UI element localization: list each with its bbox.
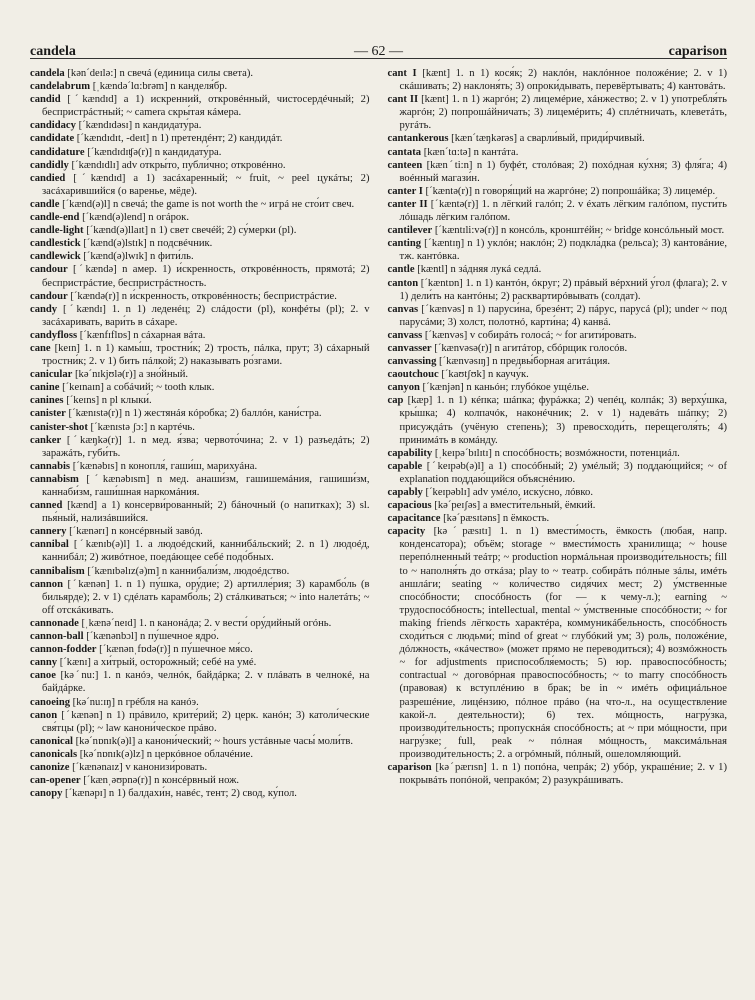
entry-headword: candle xyxy=(30,198,60,210)
entry-headword: canoeing xyxy=(30,696,71,708)
entry-headword: candlewick xyxy=(30,251,81,263)
entry-headword: capability xyxy=(387,447,433,459)
entry-headword: canny xyxy=(30,657,58,669)
entry-definition: [ˊkænɪstə ʃɔ:] n картéчь. xyxy=(87,421,195,433)
entry-headword: canting xyxy=(387,238,422,250)
entry-definition: [kəˊnu:ɪŋ] n грéбля на канóэ. xyxy=(70,696,199,708)
entry-headword: candy xyxy=(30,303,58,315)
entry-headword: cannonade xyxy=(30,617,79,629)
entry-headword: candidate xyxy=(30,133,75,145)
entry-headword: candle-end xyxy=(30,212,80,224)
entry-headword: caoutchouc xyxy=(387,369,439,381)
entry-headword: candid xyxy=(30,94,61,106)
entry-definition: [ˊkeɪpəb(ə)l] a 1) спосóбный; 2) умéлый; 3) поддаю́щийся; ~ of explanation поддаю́щийся объяснéнию. xyxy=(399,460,727,485)
entry-headword: cant I xyxy=(387,68,417,79)
entry-definition: [ˊkænfɪflɒs] n сáхарная вáта. xyxy=(77,329,206,341)
entry-definition: [ˊkænd(ə)lwɪk] n фити́ль. xyxy=(80,251,194,263)
entry-headword: canoe xyxy=(30,670,56,682)
dictionary-entry xyxy=(388,447,728,460)
entry-headword: cannabis xyxy=(30,460,71,472)
entry-definition: [ˊkænəpɪ] n 1) балдахи́н, навéс, тент; 2) свод, ку́пол. xyxy=(62,788,297,800)
dictionary-entry xyxy=(388,277,728,303)
entry-headword: canned xyxy=(30,500,63,512)
entry-definition: [ˊkænvəsɪŋ] n предвы́борная агитáция. xyxy=(436,356,610,368)
entry-definition: [ˌkænəˊneɪd] 1. n канонáда; 2. v вести́ ору́дийный огóнь. xyxy=(78,617,332,629)
entry-headword: capacity xyxy=(387,526,426,538)
entry-definition: [ˊkænənbɔl] n пу́шечное ядро́. xyxy=(83,631,219,643)
entry-headword: candle-light xyxy=(30,225,84,237)
entry-headword: candour xyxy=(30,290,68,302)
entry-headword: canteen xyxy=(387,159,423,171)
entry-headword: canker xyxy=(30,434,62,446)
dictionary-entry xyxy=(30,211,370,224)
entry-headword: cannon-fodder xyxy=(30,644,97,656)
entry-headword: caparison xyxy=(387,761,432,773)
entry-headword: cannon xyxy=(30,578,63,590)
entry-definition: [ˊkænˌəʊpnə(r)] n консéрвный нож. xyxy=(80,775,240,787)
entry-definition: [ˊkænjən] n каньóн; глубóкое ущéлье. xyxy=(419,382,590,394)
entry-headword: canon xyxy=(30,709,58,721)
dictionary-entry xyxy=(30,669,370,695)
dictionary-entry xyxy=(30,237,370,250)
entry-headword: canister xyxy=(30,408,66,420)
entry-definition: [ˊkænɪbəlɪz(ə)m] n каннибали́зм, людоéдство. xyxy=(84,565,290,577)
dictionary-entry xyxy=(30,224,370,237)
entry-definition: [ˊkændɪ] 1. n 1) леденéц; 2) слáдости (pl), конфéты (pl); 2. v засáхаривать, вари́ть в сáхаре. xyxy=(42,303,370,328)
entry-definition: [kænt] 1. n 1) жаргóн; 2) лицемéрие, хáнжество; 2. v 1) употребля́ть жаргóн; 2) попрошáйничать; 3) лицемéрить; 4) сплéтничать, клеветáть, ругáть. xyxy=(399,94,727,132)
dictionary-entry xyxy=(388,93,728,132)
entry-definition: [ˊkænɪb(ə)l] 1. a людоéдский, каннибáльский; 2. n 1) людоéд, каннибáл; 2) живóтное, поедáющее себé подо́бных. xyxy=(42,539,370,564)
entry-headword: canter I xyxy=(387,185,423,197)
page-header xyxy=(30,36,727,59)
entry-headword: candied xyxy=(30,172,66,184)
dictionary-entry xyxy=(30,774,370,787)
dictionary-entry xyxy=(388,185,728,198)
dictionary-entry xyxy=(30,67,370,80)
entry-definition: [ˊkændɪdɪʧə(r)] n кандидату́ра. xyxy=(84,146,222,158)
dictionary-entry xyxy=(30,565,370,578)
dictionary-entry xyxy=(388,237,728,263)
entry-headword: canton xyxy=(387,277,419,289)
entry-definition: [ˊkænvəs] v собирáть голосá; ~ for агити́ровать. xyxy=(422,329,637,341)
dictionary-entry xyxy=(388,303,728,329)
entry-definition: [ˊkæntɒn] 1. n 1) кантóн, óкруг; 2) прáвый вéрхний у́гол (флага); 2. v 1) дели́ть на кантóны; 2) расквартирóвывать (солдат). xyxy=(399,277,727,302)
entry-headword: canvassing xyxy=(387,356,437,368)
dictionary-entry xyxy=(30,342,370,368)
dictionary-entry xyxy=(30,250,370,263)
dictionary-entry xyxy=(30,394,370,407)
dictionary-entry xyxy=(30,617,370,630)
entry-definition: [kəˊnu:] 1. n канóэ, челнóк, байдáрка; 2. v плáвать в челнокé, на байдáрке. xyxy=(42,670,370,695)
entry-definition: [kænt] 1. n 1) кося́к; 2) наклóн, наклóнное положéние; 2. v 1) скáшивать; 2) наклоня́ть; 3) опроки́дывать, перевёртывать; 4) кантовáть. xyxy=(399,68,727,93)
entry-definition: [ˊkænəbɪsm] n мед. анаши́зм, гашишемáния, гашиши́зм, каннаби́зм, гаши́шная наркомáния. xyxy=(42,473,370,498)
dictionary-entry xyxy=(30,132,370,145)
entry-headword: cap xyxy=(387,395,404,407)
dictionary-entry xyxy=(30,290,370,303)
entry-definition: [ˊkændɪd] a 1) засáхаренный; ~ fruit, ~ peel цукáты; 2) засáхарившийся (о варенье, мёде). xyxy=(42,172,370,197)
dictionary-entry xyxy=(388,263,728,276)
dictionary-entry xyxy=(30,381,370,394)
entry-definition: [kænd] a 1) консерви́рованный; 2) бáночный (о напитках); 3) sl. пья́ный, нализáвшийся. xyxy=(42,500,370,525)
entry-headword: cant II xyxy=(387,94,419,106)
entry-definition: [ˊkændə] n амер. 1) и́скренность, откровéнность, прямотá; 2) беспристрáстие, беспристрáстность. xyxy=(42,264,370,289)
entry-definition: [ˊkæntə(r)] n говоря́щий на жаргóне; 2) попрошáйка; 3) лицемéр. xyxy=(422,185,716,197)
entry-headword: canicular xyxy=(30,369,73,381)
dictionary-entry xyxy=(30,525,370,538)
entry-definition: [ˊkæntɪli:və(r)] n консóль, кронштéйн; ~ bridge консóльный мост. xyxy=(432,225,725,237)
entry-definition: [ˊkændɪdlɪ] adv откры́то, публи́чно; откровéнно. xyxy=(68,159,286,171)
entry-definition: [ˊkænənaɪz] v канонизи́ровать. xyxy=(69,761,208,773)
entry-definition: [ˊkænd(ə)lend] n огáрок. xyxy=(79,212,189,224)
dictionary-entry xyxy=(388,146,728,159)
entry-headword: cantilever xyxy=(387,225,433,237)
dictionary-entry xyxy=(30,643,370,656)
entry-definition: [kəˊpeɪʃəs] a вмести́тельный, ёмкий. xyxy=(431,500,596,512)
entry-definition: [kəˊpærɪsn] 1. n 1) попóна, чепрáк; 2) убóр, украшéние; 2. v 1) покрывáть попóной, чепракóм; 2) разукрáшивать. xyxy=(399,761,727,787)
entry-headword: canter II xyxy=(387,198,428,210)
entry-headword: candour xyxy=(30,264,68,276)
entry-headword: cantankerous xyxy=(387,133,449,145)
dictionary-entry xyxy=(30,735,370,748)
dictionary-entry xyxy=(30,748,370,761)
entry-definition: [kənˊdeɪlə:] n свечá (единица силы света). xyxy=(64,68,254,79)
left-column xyxy=(30,67,370,800)
entry-headword: capable xyxy=(387,460,423,472)
dictionary-entry xyxy=(30,460,370,473)
entry-headword: canvasser xyxy=(387,342,432,354)
entry-definition: [ˊkænəbɪs] n конопля́, гаши́ш, марихуáна. xyxy=(70,460,258,472)
entry-definition: [ˊkæntə(r)] 1. n лёгкий галóп; 2. v éхать лёгким галóпом, пусти́ть лóшадь лёгким галóпом. xyxy=(399,198,727,224)
entry-definition: [kəˊnɒnɪk(ə)l] a канони́ческий; ~ hours устáвные часы́ моли́тв. xyxy=(72,735,353,747)
entry-definition: [kæp] 1. n 1) кéпка; шáпка; фурáжка; 2) чепéц, колпáк; 3) верху́шка, кры́шка; 4) колпачóк, наконéчник; 2. v 1) надевáть шáпку; 2) присуждáть (учёную степень); 3) превосходи́ть, перещеголя́ть; 4) принимáть в комáнду. xyxy=(399,395,727,446)
dictionary-entry xyxy=(388,761,728,787)
entry-headword: cannon-ball xyxy=(30,631,84,643)
entry-headword: canonize xyxy=(30,761,70,773)
dictionary-entry xyxy=(388,224,728,237)
dictionary-entry xyxy=(388,486,728,499)
dictionary-entry xyxy=(30,263,370,289)
entry-definition: [keɪn] 1. n 1) камы́ш, тростни́к; 2) трость, пáлка, прут; 3) сáхарный тростни́к; 2. v 1) бить пáлкой; 2) наказывать ро́згами. xyxy=(42,342,370,368)
dictionary-entry xyxy=(388,329,728,342)
entry-definition: [ˊkænən] 1. n 1) пу́шка, ору́дие; 2) артилле́рия; 3) карамбо́ль (в бильярде); 2. v 1) сдéлать карамбо́ль; 2) стáлкиваться; ~ into налетáть; ~ off отскáкивать. xyxy=(42,578,370,616)
entry-headword: cannibal xyxy=(30,539,69,551)
dictionary-entry xyxy=(30,473,370,499)
dictionary-entry xyxy=(30,656,370,669)
entry-headword: cannibalism xyxy=(30,565,85,577)
dictionary-entry xyxy=(388,512,728,525)
dictionary-entry xyxy=(30,368,370,381)
dictionary-entry xyxy=(30,198,370,211)
entry-definition: [kəˊnɪkjʊlə(r)] a зно́йный. xyxy=(72,369,189,381)
dictionary-entry xyxy=(388,159,728,185)
dictionary-entry xyxy=(388,460,728,486)
entry-definition: [ˌkændəˊlɑ:brəm] n канделя́бр. xyxy=(90,81,228,93)
entry-definition: [ˊkeɪns] n pl клыки́. xyxy=(63,395,152,407)
entry-headword: candela xyxy=(30,68,65,79)
dictionary-entry xyxy=(30,499,370,525)
entry-definition: [kænˊtɑ:tə] n кантáта. xyxy=(421,146,519,158)
entry-headword: canopy xyxy=(30,788,63,800)
entry-headword: candidly xyxy=(30,159,69,171)
entry-headword: candidature xyxy=(30,146,85,158)
dictionary-entry xyxy=(30,146,370,159)
dictionary-entry xyxy=(388,368,728,381)
dictionary-entry xyxy=(30,303,370,329)
entry-definition: [ˊkændɪd] a 1) искренний, откровéнный, чистосердéчный; 2) беспристрáстный; ~ camera скры́тая кáмера. xyxy=(42,94,370,119)
entry-definition: [ˊkænd(ə)lstɪk] n подсвéчник. xyxy=(80,238,213,250)
entry-headword: canvass xyxy=(387,329,423,341)
dictionary-entry xyxy=(30,329,370,342)
dictionary-entry xyxy=(388,525,728,761)
dictionary-entry xyxy=(30,421,370,434)
entry-columns xyxy=(30,67,727,800)
entry-headword: cane xyxy=(30,342,51,354)
dictionary-entry xyxy=(388,132,728,145)
entry-definition: [kænˊti:n] n 1) буфéт, столóвая; 2) похóдная ку́хня; 3) фля́га; 4) воéнный магази́н. xyxy=(399,159,727,184)
entry-definition: [ˊkaʊtʃʊk] n каучу́к. xyxy=(438,369,529,381)
entry-definition: [ˊkændɪdɪt, -deɪt] n 1) претендéнт; 2) кандидáт. xyxy=(74,133,283,145)
entry-definition: [ˊkænɪstə(r)] n 1) жестянáя кóробка; 2) баллóн, кани́стра. xyxy=(65,408,322,420)
dictionary-entry xyxy=(30,538,370,564)
entry-definition: [ˊkænvəs] n 1) паруси́на, брезéнт; 2) пáрус, парусá (pl); under ~ под парусáми; 3) холст, полотнó, карти́на; 4) канвá. xyxy=(399,303,727,328)
entry-definition: [ˊkændɪdəsɪ] n кандидату́ра. xyxy=(75,120,202,132)
dictionary-entry xyxy=(388,355,728,368)
entry-headword: canister-shot xyxy=(30,421,88,433)
entry-definition: [ˊkeɪnaɪn] a собáчий; ~ tooth клык. xyxy=(59,382,215,394)
entry-definition: [ˊkænənˌfɒdə(r)] n пу́шечное мя́со. xyxy=(96,644,253,656)
entry-definition: [kæntl] n зáдняя лукá седлá. xyxy=(414,264,542,276)
entry-definition: [kəˊpæsɪtɪ] 1. n 1) вмести́мость, ёмкость (любая, напр. конденсатора); объём; storage ~ вмести́мость хранилища; ~ house перепóлненный теáтр; ~ production нормáльная производи́тельность; fill to ~ наполня́ть до откáза; play to ~ театр. собирáть пóлные зáлы, имéть аншлáги; seating ~ коли́чество сидя́чих мест; 2) у́мственные спосóбности; спосóбность (for — к чему-л.); earning ~ трудоспосóбность; intellectual, mental ~ у́мственные спосóбности; ~ for making friends лёгкость характéра, коммуникáбельность, спосóбность сходи́ться с людьми́; mind of great ~ глубóкий ум; 3) роль, положéние, дóлжность, «кáчество» (может прямо не переводиться); 4) возмóжность ~ for adjustments приспособля́емость; 5) юр. правоспосóбность; contractual ~ договóрная правоспосóбность; ~ to marry спосóбность (правовая) к вступлéнию в брак; be in ~ имéть официáльное разрешéние, лицéнзию, пóлное прáво (на что-л., на осуществление какой-л. деятельности); 6) тех. мóщность, нагру́зка, производи́тельность; пропускнáя спосóбность; at ~ при мóщности, при нагру́зке; full, peak ~ пóлная мóщность, максимáльная производи́тельность; 2. a огрóмный, пóлный, ошеломля́ющий. xyxy=(399,526,727,760)
entry-definition: [ˊkeɪpəblɪ] adv умéло, иску́сно, лóвко. xyxy=(422,487,593,498)
entry-definition: [ˊkænd(ə)llaɪt] n 1) свет свечéй; 2) су́мерки (pl). xyxy=(83,225,297,237)
dictionary-entry xyxy=(30,696,370,709)
dictionary-entry xyxy=(30,630,370,643)
page-number: — 62 — xyxy=(354,44,403,59)
dictionary-entry xyxy=(30,434,370,460)
dictionary-entry xyxy=(30,159,370,172)
entry-definition: [ˊkænən] n 1) прáвило, крите́рий; 2) церк. канóн; 3) католи́ческие свя́тцы (pl); ~ law канони́ческое прáво. xyxy=(42,709,370,734)
entry-definition: [ˊkæŋkə(r)] 1. n мед. я́зва; червото́чина; 2. v 1) разъедáть; 2) заражáть, губи́ть. xyxy=(42,434,370,459)
dictionary-entry xyxy=(388,381,728,394)
entry-headword: canine xyxy=(30,382,60,394)
entry-definition: [ˌkeɪpəˊbɪlɪtɪ] n спосóбность; возмóжности, потенциáл. xyxy=(432,447,680,459)
entry-headword: can-opener xyxy=(30,775,81,787)
entry-headword: canonicals xyxy=(30,748,78,760)
entry-definition: [ˊkænɪ] a хи́трый, осторо́жный; себé на умé. xyxy=(57,657,257,669)
entry-headword: capacious xyxy=(387,500,432,512)
entry-headword: cannabism xyxy=(30,473,79,485)
entry-headword: candidacy xyxy=(30,120,76,132)
entry-headword: canines xyxy=(30,395,64,407)
entry-headword: capacitance xyxy=(387,513,441,525)
dictionary-entry xyxy=(30,787,370,800)
dictionary-entry xyxy=(388,499,728,512)
entry-definition: [ˊkænvəsə(r)] n агитáтор, сбóрщик голосóв. xyxy=(431,342,628,354)
entry-definition: [ˊkændə(r)] n и́скренность, откровéнность; беспристрáстие. xyxy=(67,290,337,302)
entry-headword: canonical xyxy=(30,735,73,747)
entry-definition: [ˊkæntɪŋ] n 1) уклóн; наклóн; 2) подкла́дка (рельса); 3) кантовáние, тж. кантóвка. xyxy=(399,238,727,263)
entry-headword: canvas xyxy=(387,303,419,315)
dictionary-entry xyxy=(388,67,728,93)
dictionary-entry xyxy=(30,93,370,119)
entry-headword: cantle xyxy=(387,264,415,276)
header-left-guide-word: candela xyxy=(30,44,76,59)
entry-headword: capably xyxy=(387,487,423,498)
entry-headword: candelabrum xyxy=(30,81,91,93)
header-right-guide-word: caparison xyxy=(668,44,727,59)
dictionary-entry xyxy=(388,394,728,446)
entry-definition: [ˊkænərɪ] n консéрвный завóд. xyxy=(66,526,203,538)
entry-definition: [kænˊtæŋkərəs] a сварли́вый, приди́рчивый. xyxy=(448,133,645,145)
dictionary-entry xyxy=(388,198,728,224)
entry-headword: candyfloss xyxy=(30,329,78,341)
dictionary-entry xyxy=(30,407,370,420)
entry-headword: canyon xyxy=(387,382,420,394)
dictionary-entry xyxy=(388,342,728,355)
dictionary-entry xyxy=(30,578,370,617)
dictionary-entry xyxy=(30,172,370,198)
dictionary-entry xyxy=(30,80,370,93)
entry-headword: cantata xyxy=(387,146,422,158)
entry-headword: candlestick xyxy=(30,238,81,250)
dictionary-entry xyxy=(30,119,370,132)
dictionary-entry xyxy=(30,761,370,774)
dictionary-entry xyxy=(30,709,370,735)
entry-definition: [kəˊnɒnɪk(ə)lz] n церкóвное облачéние. xyxy=(77,748,253,760)
right-column xyxy=(388,67,728,800)
entry-headword: cannery xyxy=(30,526,67,538)
entry-definition: [kəˊpæsɪtəns] n ёмкость. xyxy=(440,513,550,525)
entry-definition: [ˊkænd(ə)l] n свечá; the game is not worth the ~ игрá не сто́ит свеч. xyxy=(59,198,355,210)
